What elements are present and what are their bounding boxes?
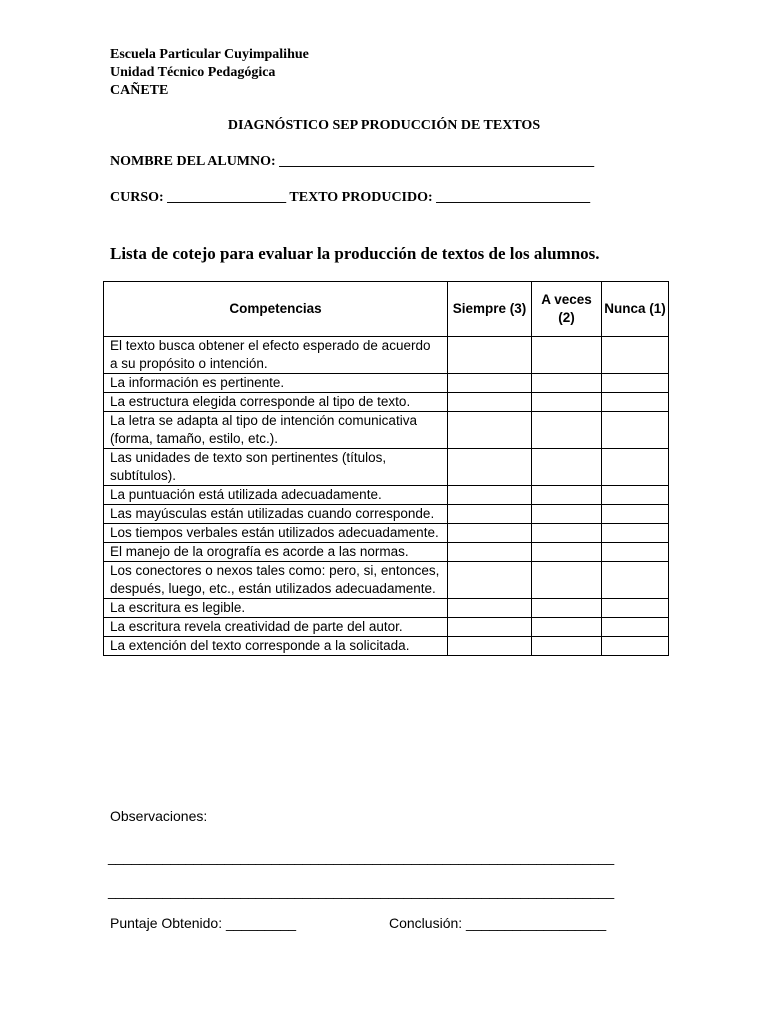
- nunca-cell[interactable]: [602, 412, 669, 449]
- school-name: Escuela Particular Cuyimpalihue: [110, 47, 309, 62]
- nunca-cell[interactable]: [602, 337, 669, 374]
- siempre-cell[interactable]: [448, 412, 532, 449]
- header-siempre: Siempre (3): [448, 282, 532, 337]
- siempre-cell[interactable]: [448, 599, 532, 618]
- nunca-cell[interactable]: [602, 449, 669, 486]
- siempre-cell[interactable]: [448, 337, 532, 374]
- siempre-cell[interactable]: [448, 486, 532, 505]
- nunca-cell[interactable]: [602, 599, 669, 618]
- table-row: [104, 562, 669, 599]
- competency-text: La información es pertinente.: [104, 374, 448, 393]
- table-row: [104, 449, 669, 486]
- nunca-cell[interactable]: [602, 393, 669, 412]
- a-veces-cell[interactable]: [532, 449, 602, 486]
- nunca-cell[interactable]: [602, 486, 669, 505]
- competency-text: La puntuación está utilizada adecuadamente.: [104, 486, 448, 505]
- competency-text: Las mayúsculas están utilizadas cuando corresponde.: [104, 505, 448, 524]
- score-field[interactable]: Puntaje Obtenido: _________: [110, 915, 297, 931]
- competency-text: El manejo de la orografía es acorde a las normas.: [104, 543, 448, 562]
- table-row: [104, 337, 669, 374]
- checklist-table: [103, 281, 669, 656]
- a-veces-cell[interactable]: [532, 486, 602, 505]
- school-unit: Unidad Técnico Pedagógica: [110, 65, 276, 80]
- student-name-field[interactable]: NOMBRE DEL ALUMNO: _____________________________________________: [110, 154, 595, 169]
- table-row: [104, 524, 669, 543]
- table-row: [104, 412, 669, 449]
- conclusion-field[interactable]: Conclusión: __________________: [389, 915, 607, 931]
- siempre-cell[interactable]: [448, 637, 532, 656]
- nunca-cell[interactable]: [602, 374, 669, 393]
- competency-text: La escritura revela creatividad de parte del autor.: [104, 618, 448, 637]
- checklist-subtitle: Lista de cotejo para evaluar la producción de textos de los alumnos.: [110, 244, 600, 263]
- table-row: [104, 637, 669, 656]
- competency-text: La letra se adapta al tipo de intención comunicativa (forma, tamaño, estilo, etc.).: [104, 412, 448, 449]
- siempre-cell[interactable]: [448, 562, 532, 599]
- a-veces-cell[interactable]: [532, 637, 602, 656]
- a-veces-cell[interactable]: [532, 374, 602, 393]
- nunca-cell[interactable]: [602, 543, 669, 562]
- siempre-cell[interactable]: [448, 543, 532, 562]
- nunca-cell[interactable]: [602, 505, 669, 524]
- siempre-cell[interactable]: [448, 618, 532, 637]
- a-veces-cell[interactable]: [532, 618, 602, 637]
- table-row: [104, 599, 669, 618]
- a-veces-cell[interactable]: [532, 337, 602, 374]
- table-row: [104, 505, 669, 524]
- nunca-cell[interactable]: [602, 562, 669, 599]
- siempre-cell[interactable]: [448, 449, 532, 486]
- table-header-row: [104, 282, 669, 337]
- header-nunca: Nunca (1): [602, 282, 669, 337]
- competency-text: La escritura es legible.: [104, 599, 448, 618]
- siempre-cell[interactable]: [448, 393, 532, 412]
- observation-line[interactable]: _________________________________________________________________: [108, 849, 615, 865]
- a-veces-cell[interactable]: [532, 599, 602, 618]
- document-title: DIAGNÓSTICO SEP PRODUCCIÓN DE TEXTOS: [227, 118, 541, 133]
- a-veces-cell[interactable]: [532, 412, 602, 449]
- competency-text: El texto busca obtener el efecto esperado de acuerdo a su propósito o intención.: [104, 337, 448, 374]
- observations-label: Observaciones:: [110, 808, 208, 824]
- header-a-veces: A veces (2): [532, 282, 602, 337]
- school-city: CAÑETE: [110, 83, 169, 98]
- observation-line[interactable]: _________________________________________________________________: [108, 883, 615, 899]
- nunca-cell[interactable]: [602, 637, 669, 656]
- a-veces-cell[interactable]: [532, 505, 602, 524]
- competency-text: La estructura elegida corresponde al tipo de texto.: [104, 393, 448, 412]
- nunca-cell[interactable]: [602, 524, 669, 543]
- a-veces-cell[interactable]: [532, 543, 602, 562]
- table-row: [104, 618, 669, 637]
- competency-text: Los tiempos verbales están utilizados adecuadamente.: [104, 524, 448, 543]
- siempre-cell[interactable]: [448, 524, 532, 543]
- competency-text: Las unidades de texto son pertinentes (títulos, subtítulos).: [104, 449, 448, 486]
- a-veces-cell[interactable]: [532, 524, 602, 543]
- competency-text: Los conectores o nexos tales como: pero, si, entonces, después, luego, etc., están utilizados adecuadamente.: [104, 562, 448, 599]
- nunca-cell[interactable]: [602, 618, 669, 637]
- a-veces-cell[interactable]: [532, 393, 602, 412]
- table-row: [104, 393, 669, 412]
- table-row: [104, 486, 669, 505]
- table-row: [104, 374, 669, 393]
- header-competencias: Competencias: [104, 282, 448, 337]
- course-text-field[interactable]: CURSO: _________________ TEXTO PRODUCIDO: ______________________: [110, 190, 591, 205]
- siempre-cell[interactable]: [448, 505, 532, 524]
- competency-text: La extención del texto corresponde a la solicitada.: [104, 637, 448, 656]
- a-veces-cell[interactable]: [532, 562, 602, 599]
- school-header: [110, 46, 309, 100]
- siempre-cell[interactable]: [448, 374, 532, 393]
- table-row: [104, 543, 669, 562]
